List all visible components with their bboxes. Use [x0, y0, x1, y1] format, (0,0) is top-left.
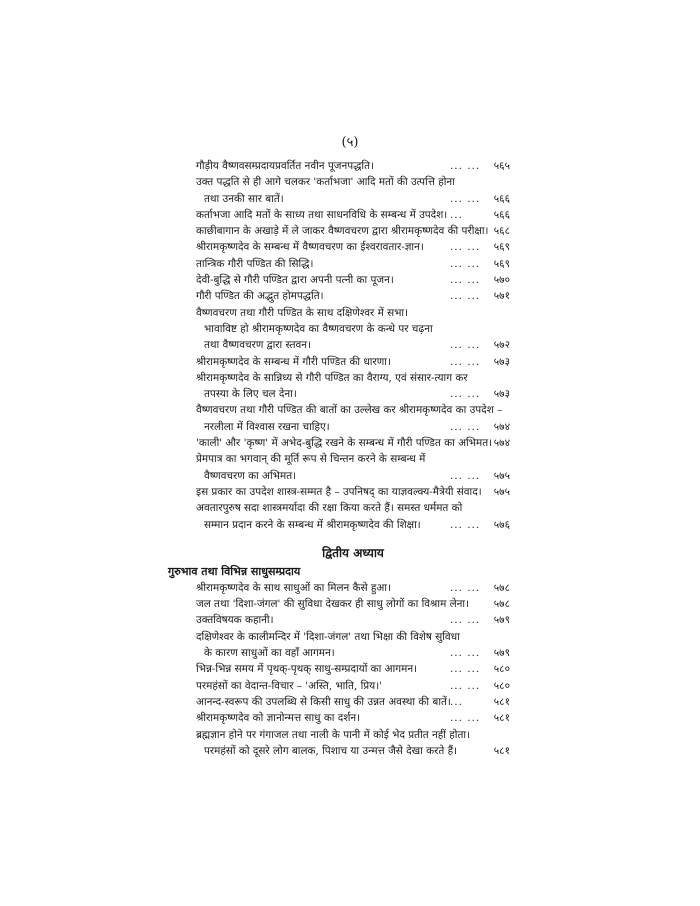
toc-entry-leader: ... ...	[450, 339, 481, 352]
toc-entry	[196, 288, 510, 304]
toc-entry-page: ५८०	[493, 679, 510, 692]
toc-entry-page: ५७१	[493, 290, 510, 303]
toc-entry-text: अवतारपुरुष सदा शास्त्रमर्यादा की रक्षा किया करते हैं। समस्त धर्ममत को	[196, 502, 463, 515]
table-of-contents	[168, 158, 510, 759]
toc-entry-leader: ... ...	[450, 274, 481, 287]
toc-entry-text: ब्रह्मज्ञान होने पर गंगाजल तथा नाली के पानी में कोई भेद प्रतीत नहीं होता।	[196, 728, 471, 741]
toc-entry-text: गौरी पण्डित की अद्भुत होमपद्धति।	[196, 290, 324, 303]
section-title: गुरुभाव तथा विभिन्न साधुसम्प्रदाय	[168, 564, 301, 578]
toc-entry	[196, 402, 510, 435]
toc-entry-text: तथा वैष्णवचरण द्वारा स्तवन।	[204, 339, 311, 352]
toc-entry-page: ५७६	[493, 518, 510, 531]
toc-entry	[196, 629, 510, 662]
toc-entry-page: ५६९	[493, 257, 510, 270]
toc-entry-leader: ... ...	[450, 192, 481, 205]
toc-entry-text: काछीबागान के अखाड़े में ले जाकर वैष्णवचरण द्वारा श्रीरामकृष्णदेव की परीक्षा।	[196, 225, 489, 238]
toc-entry-page: ५७८	[493, 598, 510, 611]
toc-entry-leader: ... ...	[450, 663, 481, 676]
toc-entry	[196, 678, 510, 694]
toc-entry-text: के कारण साधुओं का वहाँ आगमन।	[204, 647, 335, 660]
toc-entry	[196, 158, 510, 174]
toc-entry-text: तपस्या के लिए चल देना।	[204, 388, 297, 401]
toc-entry-page: ५६६	[493, 192, 510, 205]
toc-entry-text: भिन्न-भिन्न समय में पृथक्-पृथक् साधु-सम्प्रदायों का आगमन।	[196, 663, 418, 676]
toc-entry	[196, 612, 510, 628]
toc-entry-leader: ... ...	[450, 614, 481, 627]
toc-entry-text: आनन्द-स्वरूप की उपलब्धि से किसी साधु की उन्नत अवस्था की बातें।	[196, 695, 451, 708]
toc-entry-page: ५८०	[493, 663, 510, 676]
toc-entry-leader: ... ...	[450, 647, 481, 660]
toc-entry-leader: ...	[450, 695, 463, 708]
toc-entry-text: परमहंसों को दूसरे लोग बालक, पिशाच या उन्मत्त जैसे देखा करते हैं।	[204, 744, 458, 757]
toc-entry-text: वैष्णवचरण तथा गौरी पण्डित की बातों का उल्लेख कर श्रीरामकृष्णदेव का उपदेश –	[196, 404, 503, 417]
toc-entry-leader: ... ...	[450, 712, 481, 725]
toc-entry	[196, 207, 510, 223]
toc-entry	[196, 661, 510, 677]
toc-entry-text: 'काली' और 'कृष्ण' में अभेद-बुद्धि रखने के सम्बन्ध में गौरी पण्डित का अभिमत।	[196, 437, 493, 450]
toc-entry	[196, 694, 510, 710]
toc-entry-leader: ...	[450, 208, 463, 221]
toc-entry-text: श्रीरामकृष्णदेव को ज्ञानोन्मत्त साधु का दर्शन।	[196, 712, 361, 725]
toc-entry	[196, 223, 510, 239]
toc-entry	[196, 272, 510, 288]
toc-entry	[196, 256, 510, 272]
toc-entry-page: ५६८	[493, 225, 510, 238]
toc-entry-text: गौड़ीय वैष्णवसम्प्रदायप्रवर्तित नवीन पूजनपद्धति।	[196, 160, 374, 172]
toc-entry-text: कर्ताभजा आदि मतों के साध्य तथा साधनविधि के सम्बन्ध में उपदेश।	[196, 208, 448, 221]
toc-entry-page: ५७४	[493, 437, 510, 450]
toc-entry-page: ५७०	[493, 274, 510, 287]
toc-entry	[196, 435, 510, 451]
toc-entry-page: ५७८	[493, 581, 510, 594]
toc-entry	[196, 451, 510, 484]
toc-entry-text: उक्तविषयक कहानी।	[196, 614, 274, 627]
toc-entry-leader: ... ...	[450, 355, 481, 368]
toc-entry-text: वैष्णवचरण तथा गौरी पण्डित के साथ दक्षिणेश्वर में सभा।	[196, 306, 409, 319]
toc-entry-page: ५७९	[493, 614, 510, 627]
toc-entry-text: तथा उनकी सार बातें।	[204, 192, 284, 205]
toc-entry-page: ५८१	[493, 744, 510, 757]
toc-entry-text: श्रीरामकृष्णदेव के सम्बन्ध में गौरी पण्डित की धारणा।	[196, 355, 391, 368]
toc-part-one	[196, 158, 510, 533]
toc-entry-text: वैष्णवचरण का अभिमत।	[204, 469, 297, 482]
toc-entry-page: ५७९	[493, 647, 510, 660]
toc-entry-text: श्रीरामकृष्णदेव के सान्निध्य से गौरी पण्डित का वैराग्य, एवं संसार-त्याग कर	[196, 371, 468, 384]
toc-entry-page: ५७५	[493, 469, 510, 482]
toc-entry-leader: ... ...	[450, 257, 481, 270]
toc-entry-page: ५७३	[493, 355, 510, 368]
toc-entry-text: सम्मान प्रदान करने के सम्बन्ध में श्रीरामकृष्णदेव की शिक्षा।	[204, 518, 421, 531]
toc-entry-text: इस प्रकार का उपदेश शास्त्र-सम्मत है – उपनिषद् का याज्ञवल्क्य-मैत्रेयी संवाद।	[196, 485, 482, 498]
toc-entry	[196, 370, 510, 403]
toc-entry-leader: ... ...	[450, 241, 481, 254]
chapter-title: द्वितीय अध्याय	[322, 545, 384, 560]
toc-entry-text: देवी-बुद्धि से गौरी पण्डित द्वारा अपनी पत्नी का पूजन।	[196, 274, 394, 287]
toc-entry	[196, 484, 510, 500]
toc-entry-text: नरलीला में विश्वास रखना चाहिए।	[204, 420, 330, 433]
toc-entry-page: ५७५	[493, 485, 510, 498]
toc-entry-leader: ... ...	[450, 420, 481, 433]
toc-entry-leader: ... ...	[450, 679, 481, 692]
toc-entry-page: ५७२	[493, 339, 510, 352]
toc-entry-leader: ... ...	[450, 290, 481, 303]
toc-entry-text: तान्त्रिक गौरी पण्डित की सिद्धि।	[196, 257, 314, 270]
toc-entry	[196, 174, 510, 207]
toc-entry-text: उक्त पद्धति से ही आगे चलकर 'कर्ताभजा' आदि मतों की उत्पत्ति होना	[196, 176, 455, 189]
toc-entry-leader: ... ...	[450, 160, 481, 172]
toc-entry	[196, 596, 510, 612]
toc-entry	[196, 239, 510, 255]
toc-entry-leader: ... ...	[450, 518, 481, 531]
toc-entry-text: दक्षिणेश्वर के कालीमन्दिर में 'दिशा-जंगल' तथा भिक्षा की विशेष सुविधा	[196, 630, 460, 643]
toc-entry	[196, 710, 510, 726]
toc-entry-page: ५८१	[493, 712, 510, 725]
toc-entry-page: ५७३	[493, 388, 510, 401]
page-number: (५)	[341, 135, 359, 150]
toc-entry	[196, 580, 510, 596]
toc-entry-leader: ... ...	[450, 469, 481, 482]
toc-entry	[196, 727, 510, 760]
toc-entry-text: भावाविष्ट हो श्रीरामकृष्णदेव का वैष्णवचरण के कन्धे पर चढ़ना	[204, 322, 433, 335]
toc-entry-page: ५८१	[493, 695, 510, 708]
toc-entry-text: श्रीरामकृष्णदेव के साथ साधुओं का मिलन कैसे हुआ।	[196, 581, 391, 594]
toc-entry	[196, 500, 510, 533]
toc-entry-leader: ... ...	[450, 388, 481, 401]
toc-entry-text: प्रेमपात्र का भगवान् की मूर्ति रूप से चिन्तन करने के सम्बन्ध में	[196, 453, 426, 466]
toc-entry	[196, 305, 510, 354]
toc-entry-text: श्रीरामकृष्णदेव के सम्बन्ध में वैष्णवचरण का ईश्वरावतार-ज्ञान।	[196, 241, 424, 254]
toc-entry-page: ५६६	[493, 208, 510, 221]
toc-entry-leader: ... ...	[450, 581, 481, 594]
toc-entry-page: ५६९	[493, 241, 510, 254]
toc-entry-page: ५६५	[493, 160, 510, 172]
toc-entry-page: ५७४	[493, 420, 510, 433]
toc-entry	[196, 354, 510, 370]
toc-part-two	[196, 580, 510, 759]
toc-entry-text: जल तथा 'दिशा-जंगल' की सुविधा देखकर ही साधु लोगों का विश्राम लेना।	[196, 598, 470, 611]
toc-entry-text: परमहंसों का वेदान्त-विचार – 'अस्ति, भाति, प्रिय।'	[196, 679, 382, 692]
